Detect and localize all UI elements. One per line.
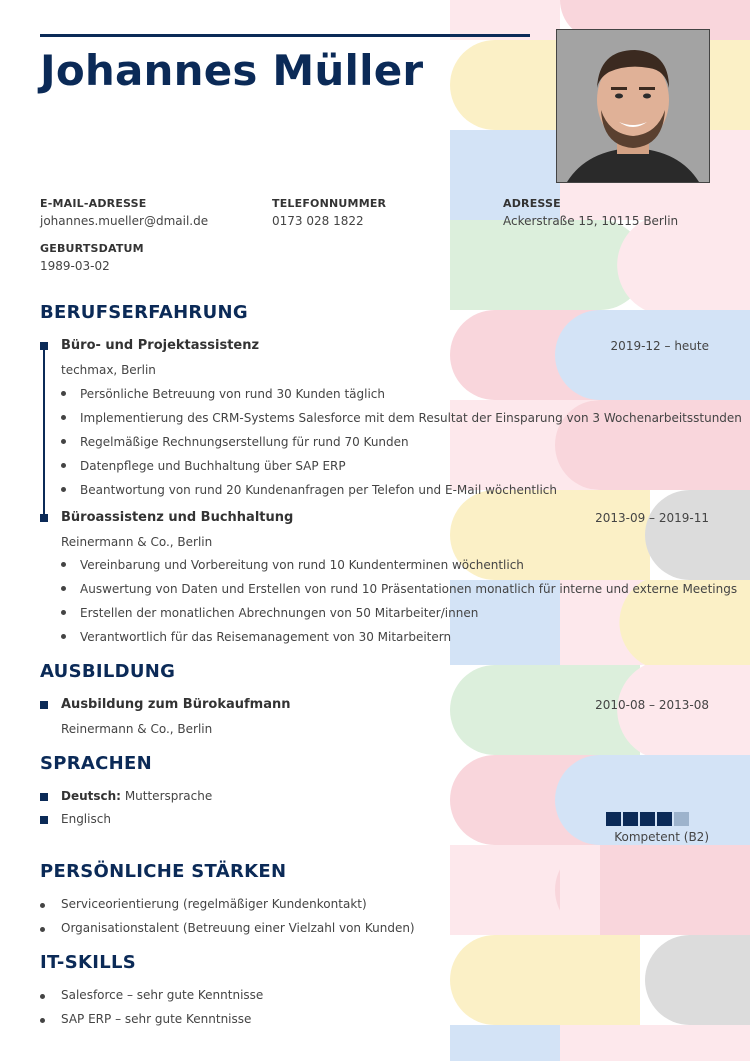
- language-marker: [40, 816, 48, 824]
- header-rule: [40, 34, 530, 37]
- bullet-dot: [61, 391, 66, 396]
- level-segment-filled: [623, 812, 638, 826]
- address-value: Ackerstraße 15, 10115 Berlin: [503, 214, 679, 228]
- job-bullet: [61, 459, 346, 473]
- level-segment-filled: [606, 812, 621, 826]
- job-bullet-text: Implementierung des CRM-Systems Salesforce mit dem Resultat der Einsparung von 3 Wochenarbeitsstunden: [80, 411, 742, 425]
- email-value: johannes.mueller@dmail.de: [40, 214, 209, 228]
- birthdate-label: GEBURTSDATUM: [40, 242, 144, 255]
- level-segment-filled: [657, 812, 672, 826]
- job-date: 2013-09 – 2019-11: [595, 511, 709, 525]
- phone-block: [272, 197, 386, 228]
- job-bullet-text: Persönliche Betreuung von rund 30 Kunden täglich: [80, 387, 385, 401]
- education-marker: [40, 701, 48, 709]
- job-bullet-text: Erstellen der monatlichen Abrechnungen von 50 Mitarbeiter/innen: [80, 606, 479, 620]
- bullet-dot: [61, 487, 66, 492]
- strength-item: Organisationstalent (Betreuung einer Vielzahl von Kunden): [61, 921, 415, 935]
- job-bullet: [61, 630, 451, 644]
- profile-photo: [556, 29, 710, 183]
- email-block: [40, 197, 208, 228]
- job-bullet: [61, 411, 742, 425]
- address-block: [503, 197, 678, 228]
- job-company: techmax, Berlin: [61, 363, 156, 377]
- person-name: Johannes Müller: [40, 46, 424, 95]
- education-date: 2010-08 – 2013-08: [595, 698, 709, 712]
- job-title: Büro- und Projektassistenz: [61, 338, 260, 353]
- job-title: Büroassistenz und Buchhaltung: [61, 510, 294, 525]
- job-bullet-text: Beantwortung von rund 20 Kundenanfragen per Telefon und E-Mail wöchentlich: [80, 483, 558, 497]
- timeline-marker: [40, 514, 48, 522]
- strengths-heading: PERSÖNLICHE STÄRKEN: [40, 861, 287, 882]
- job-bullet-text: Regelmäßige Rechnungserstellung für rund 70 Kunden: [80, 435, 409, 449]
- bullet-dot: [40, 927, 45, 932]
- job-bullet: [61, 582, 737, 596]
- it-skills-heading: IT-SKILLS: [40, 952, 137, 973]
- job-bullet: [61, 606, 478, 620]
- bullet-dot: [40, 1018, 45, 1023]
- language-item: [61, 789, 212, 803]
- language-item: [61, 812, 111, 826]
- timeline-marker: [40, 342, 48, 350]
- birthdate-block: [40, 242, 144, 273]
- job-bullet-text: Auswertung von Daten und Erstellen von rund 10 Präsentationen monatlich für interne und externe Meetings: [80, 582, 738, 596]
- bullet-dot: [40, 994, 45, 999]
- timeline-line: [43, 346, 45, 518]
- it-skill-item: Salesforce – sehr gute Kenntnisse: [61, 988, 264, 1002]
- job-bullet-text: Verantwortlich für das Reisemanagement von 30 Mitarbeitern: [80, 630, 452, 644]
- bullet-dot: [61, 439, 66, 444]
- education-heading: AUSBILDUNG: [40, 661, 176, 682]
- job-bullet: [61, 435, 409, 449]
- level-segment-empty: [674, 812, 689, 826]
- bullet-dot: [40, 903, 45, 908]
- phone-label: TELEFONNUMMER: [272, 197, 387, 210]
- language-name: Englisch: [61, 812, 111, 826]
- bullet-dot: [61, 463, 66, 468]
- level-segment-filled: [640, 812, 655, 826]
- bullet-dot: [61, 415, 66, 420]
- job-bullet: [61, 558, 524, 572]
- experience-heading: BERUFSERFAHRUNG: [40, 302, 248, 323]
- language-name: Deutsch:: [61, 789, 121, 803]
- email-label: E-MAIL-ADRESSE: [40, 197, 147, 210]
- bullet-dot: [61, 610, 66, 615]
- it-skill-item: SAP ERP – sehr gute Kenntnisse: [61, 1012, 252, 1026]
- job-bullet: [61, 483, 557, 497]
- job-bullet: [61, 387, 385, 401]
- bullet-dot: [61, 562, 66, 567]
- address-label: ADRESSE: [503, 197, 561, 210]
- portrait-graphic: [557, 30, 709, 182]
- birthdate-value: 1989-03-02: [40, 259, 110, 273]
- strength-item: Serviceorientierung (regelmäßiger Kundenkontakt): [61, 897, 367, 911]
- job-company: Reinermann & Co., Berlin: [61, 535, 213, 549]
- bullet-dot: [61, 634, 66, 639]
- job-date: 2019-12 – heute: [610, 339, 709, 353]
- education-title: Ausbildung zum Bürokaufmann: [61, 697, 291, 712]
- job-bullet-text: Vereinbarung und Vorbereitung von rund 10 Kundenterminen wöchentlich: [80, 558, 524, 572]
- bullet-dot: [61, 586, 66, 591]
- language-level-bar: [606, 812, 710, 826]
- language-marker: [40, 793, 48, 801]
- language-level-label: Kompetent (B2): [614, 830, 709, 844]
- job-bullet-text: Datenpflege und Buchhaltung über SAP ERP: [80, 459, 346, 473]
- phone-value: 0173 028 1822: [272, 214, 364, 228]
- language-level: Muttersprache: [124, 789, 213, 803]
- education-institution: Reinermann & Co., Berlin: [61, 722, 213, 736]
- languages-heading: SPRACHEN: [40, 753, 152, 774]
